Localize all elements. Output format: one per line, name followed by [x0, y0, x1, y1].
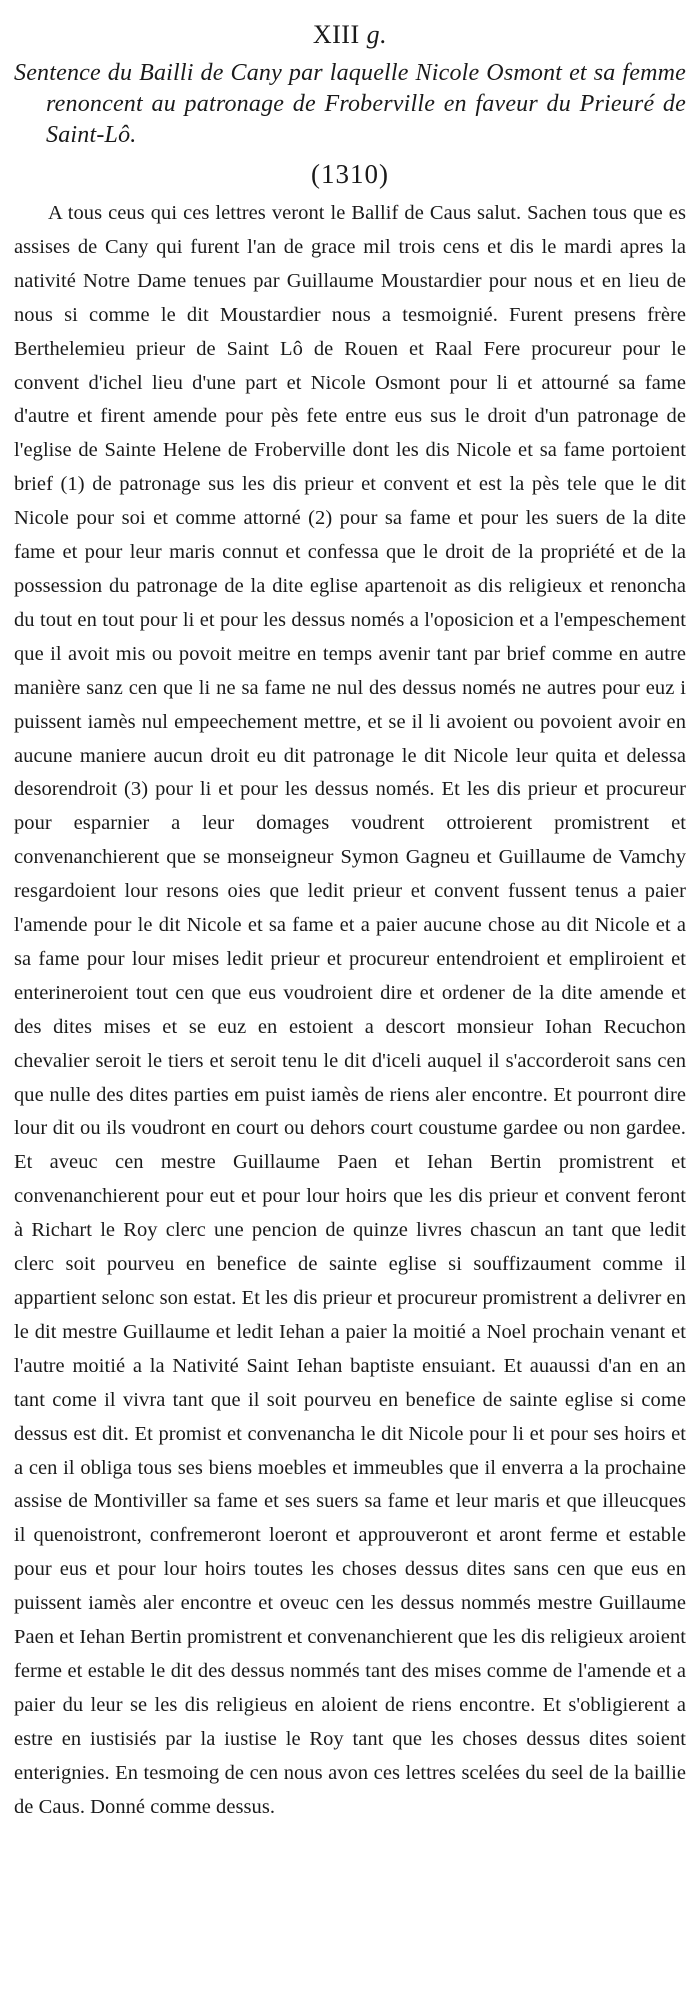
- document-number-suffix: g.: [366, 20, 388, 49]
- document-title: Sentence du Bailli de Cany par laquelle Nicole Osmont et sa femme renoncent au patronage de Froberville en faveur du Prieuré de Saint-Lô.: [14, 60, 686, 148]
- document-date: (1310): [311, 159, 389, 189]
- document-body: A tous ceus qui ces lettres veront le Ballif de Caus salut. Sachen tous que es assises de Cany qui furent l'an de grace mil trois cens et dis le mardi apres la nativité Notre Dame tenues par Guillaume Moustardier pour nous et en lieu de nous si comme le dit Moustardier nous a tesmoignié. Furent presens frère Berthelemieu prieur de Saint Lô de Rouen et Raal Fere procureur pour le convent d'ichel lieu d'une part et Nicole Osmont pour li et attourné sa fame d'autre et firent amende pour pès fete entre eus sus le droit d'un patronage de l'eglise de Sainte Helene de Froberville dont les dis Nicole et sa fame portoient brief (1) de patronage sus les dis prieur et convent et est la pès tele que le dit Nicole pour soi et comme attorné (2) pour sa fame et pour les suers de la dite fame et pour leur maris connut et confessa que le droit de la propriété et de la possession du patronage de la dite eglise apartenoit as dis religieux et renoncha du tout en tout pour li et pour les dessus només a l'oposicion et a l'empeschement que il avoit mis ou povoit meitre en temps avenir tant par brief comme en autre manière sanz cen que li ne sa fame ne nul des dessus només ne autres pour euz i puissent iamès nul empeechement mettre, et se il li avoient ou povoient avoir en aucune maniere aucun droit eu dit patronage le dit Nicole leur quita et delessa desorendroit (3) pour li et pour les dessus només. Et les dis prieur et procureur pour esparnier a leur domages voudrent ottroierent promistrent et convenanchierent que se monseigneur Symon Gagneu et Guillaume de Vamchy resgardoient lour resons oies que ledit prieur et convent fussent tenus a paier l'amende pour le dit Nicole et sa fame et a paier aucune chose au dit Nicole et a sa fame pour lour mises ledit prieur et procureur entendroient et empliroient et enterineroient tout cen que eus voudroient dire et ordener de la dite amende et des dites mises et se euz en estoient a descort monsieur Iohan Recuchon chevalier seroit le tiers et seroit tenu le dit d'iceli auquel il s'accorderoit sans cen que nulle des dites parties em puist iamès de riens aler encontre. Et pourront dire lour dit ou ils voudront en court ou dehors court coustume gardee ou non gardee. Et aveuc cen mestre Guillaume Paen et Iehan Bertin promistrent et convenanchierent pour eut et pour lour hoirs que les dis prieur et convent feront à Richart le Roy clerc une pencion de quinze livres chascun an tant que ledit clerc soit pourveu en benefice de sainte eglise si souffizaument comme il appartient selonc son estat. Et les dis prieur et procureur promistrent a delivrer en le dit mestre Guillaume et ledit Iehan a paier la moitié a Noel prochain venant et l'autre moitié a la Nativité Saint Iehan baptiste ensuiant. Et auaussi d'an en an tant come il vivra tant que il soit pourveu en benefice de sainte eglise si come dessus est dit. Et promist et convenancha le dit Nicole pour li et pour ses hoirs et a cen il obliga tous ses biens moebles et immeubles que il enverra a la prochaine assise de Montiviller sa fame et ses suers sa fame et leur maris et que illeucques il quenoistront, confremeront loeront et approuveront et aront ferme et estable pour eus et pour lour hoirs toutes les choses dessus dites sans cen que eus en puissent iamès aler encontre et oveuc cen les dessus nommés mestre Guillaume Paen et Iehan Bertin promistrent et convenanchierent que les dis religieux aroient ferme et estable le dit des dessus nommés tant des mises comme de l'amende et a paier du leur se les dis religieus en aloient de riens encontre. Et s'obligierent a estre en iustisiés par la iustise le Roy tant que les choses dessus dites soient enterignies. En tesmoing de cen nous avon ces lettres scelées du seel de la baillie de Caus. Donné comme dessus.: [14, 202, 686, 1818]
- document-number-roman: XIII: [312, 20, 360, 49]
- document-number: [14, 18, 686, 52]
